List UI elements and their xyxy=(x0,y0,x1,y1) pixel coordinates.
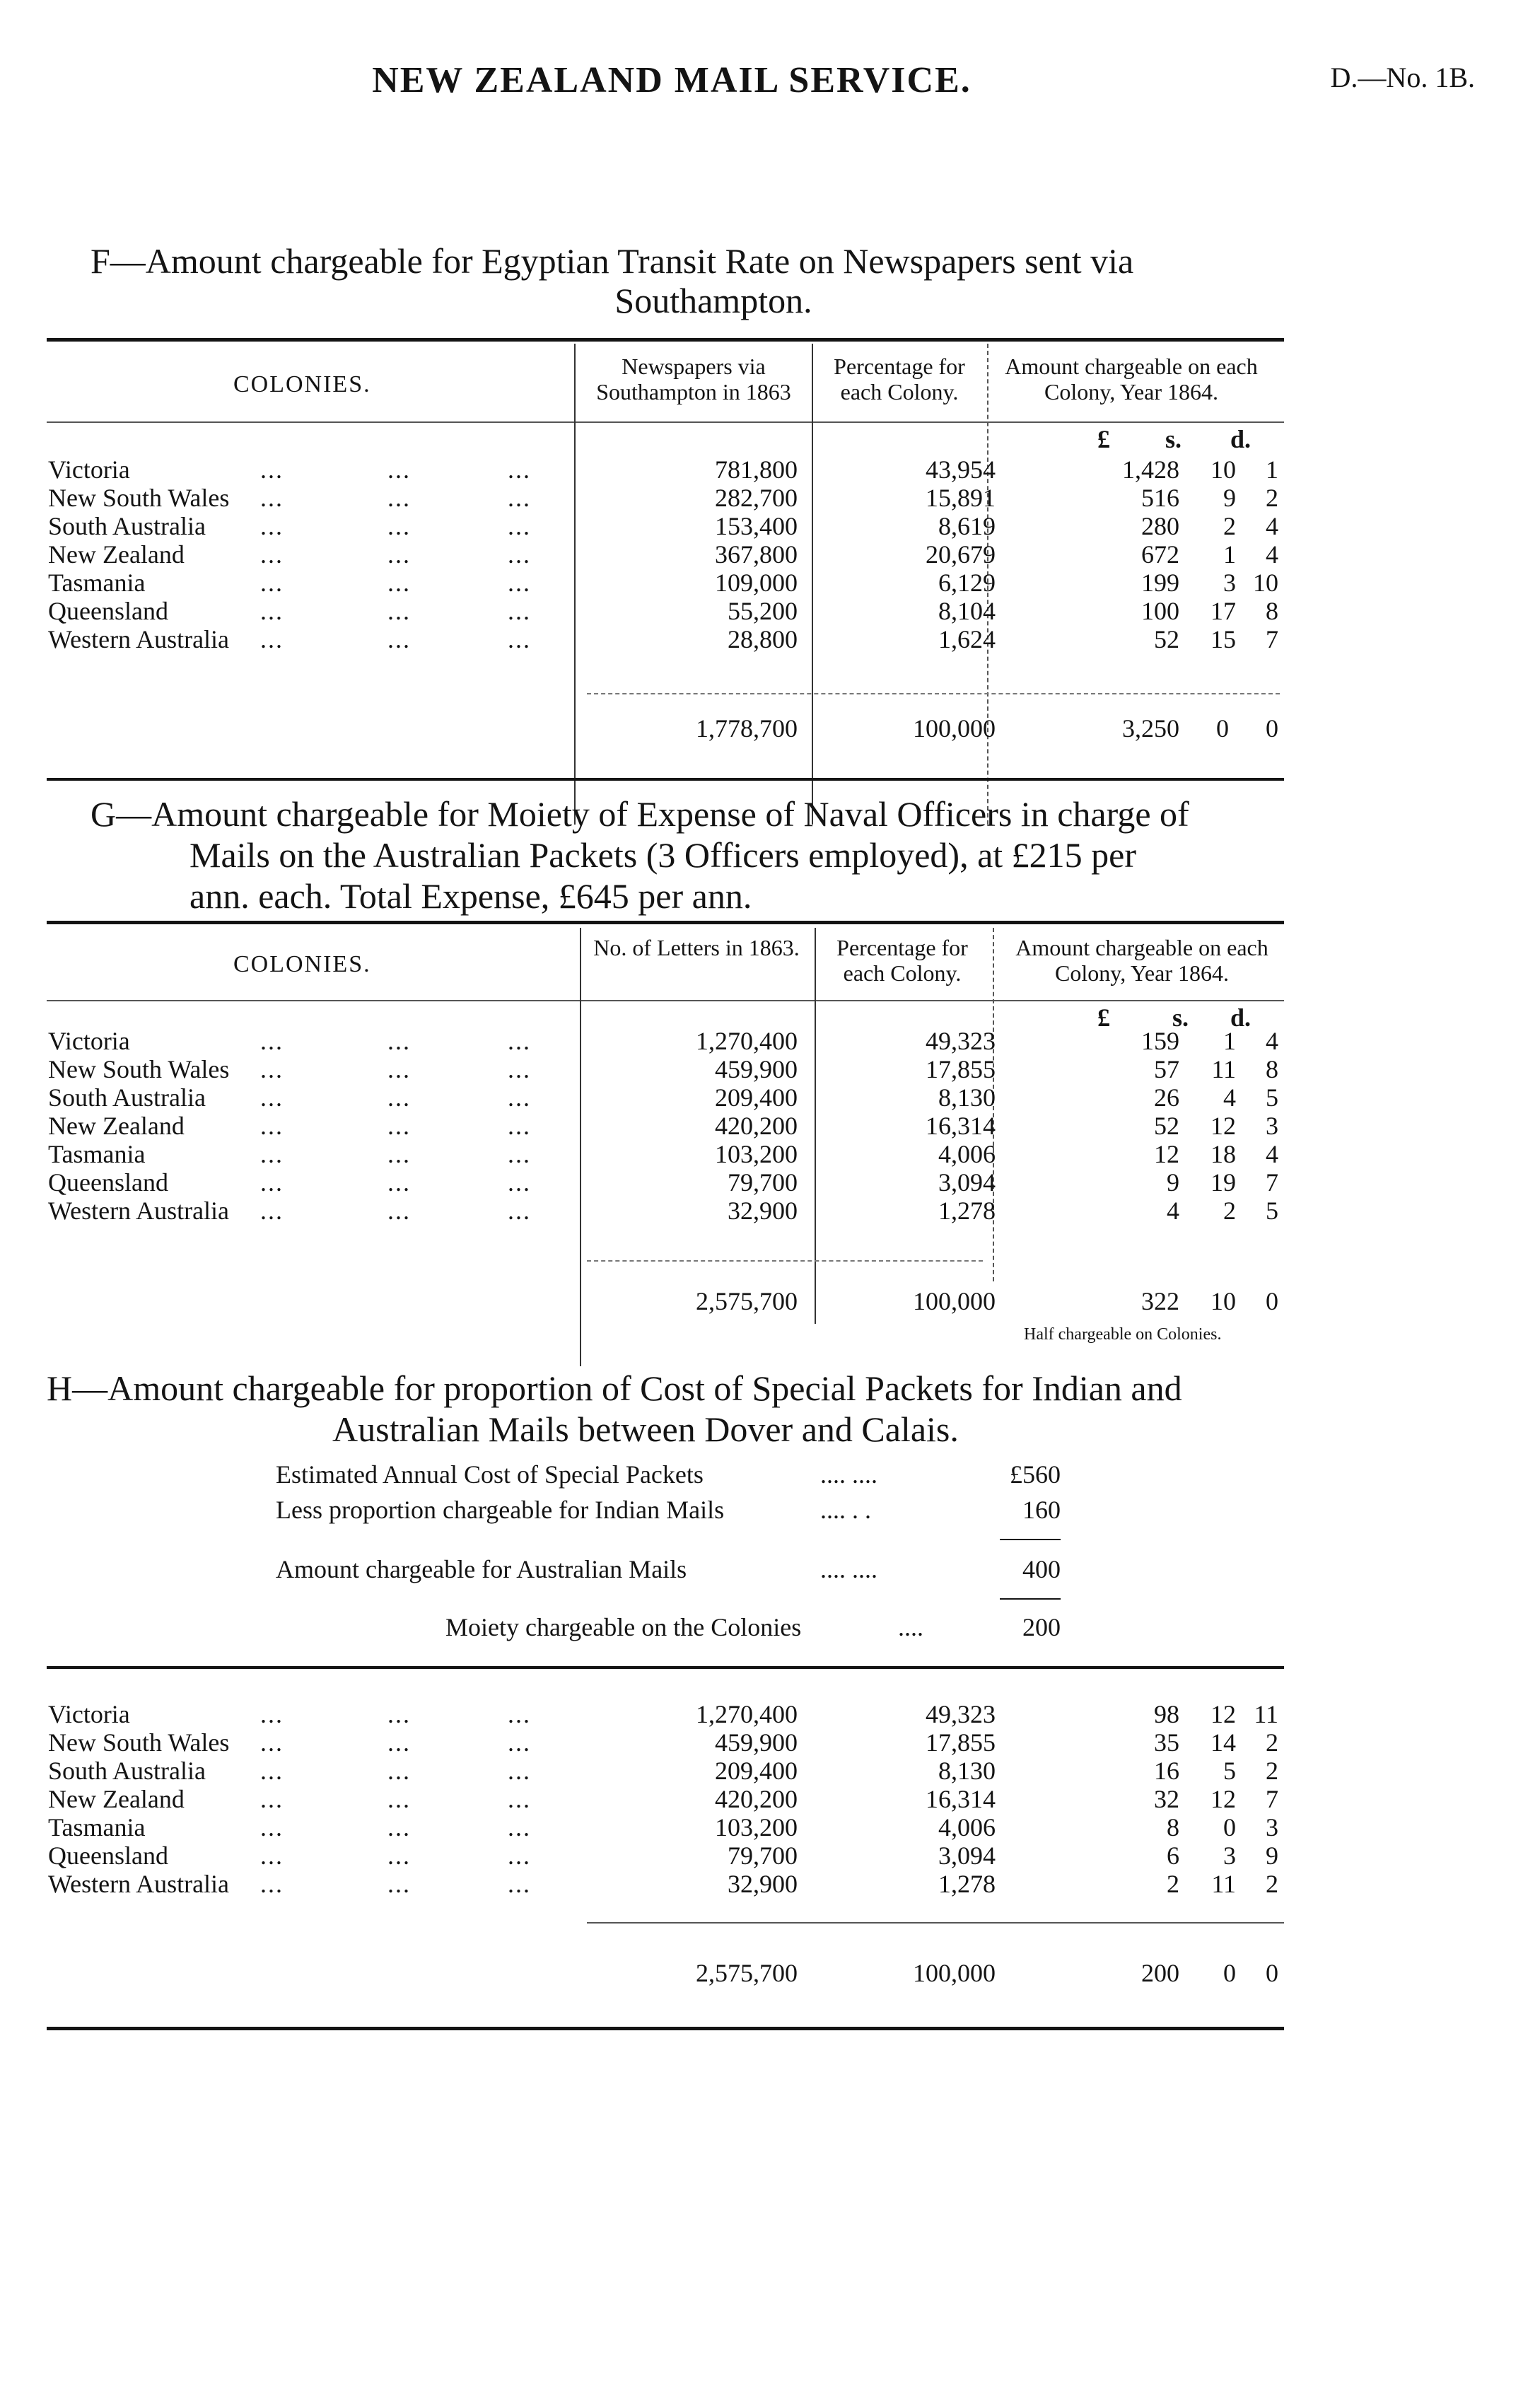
pence-cell: 7 xyxy=(1266,625,1278,653)
pounds-cell: 672 xyxy=(1141,540,1179,569)
pounds-cell: 35 xyxy=(1154,1728,1179,1757)
section-f-col-amount: Amount chargeable on each Colony, Year 1864. xyxy=(1005,354,1258,405)
percentage-cell: 16,314 xyxy=(926,1785,996,1813)
pence-cell: 9 xyxy=(1266,1841,1278,1870)
pounds-cell: 8 xyxy=(1167,1813,1179,1841)
pence-cell: 11 xyxy=(1254,1700,1278,1728)
pounds-cell: 52 xyxy=(1154,1112,1179,1140)
pounds-cell: 280 xyxy=(1141,512,1179,540)
leader-dots: ... xyxy=(260,597,284,625)
section-f-title-line2: Southampton. xyxy=(614,281,812,320)
table-row xyxy=(48,1140,1293,1168)
shillings-cell: 2 xyxy=(1223,1197,1236,1225)
percentage-cell: 16,314 xyxy=(926,1112,996,1140)
total-count: 2,575,700 xyxy=(696,1287,798,1315)
leader-dots: ... xyxy=(260,1083,284,1112)
leader-dots: ... xyxy=(508,1870,531,1898)
pounds-cell: 32 xyxy=(1154,1785,1179,1813)
cost-line-less-indian: Less proportion chargeable for Indian Mails .... . . xyxy=(276,1496,871,1524)
leader-dots: ... xyxy=(508,1841,531,1870)
pounds-cell: 26 xyxy=(1154,1083,1179,1112)
table-row xyxy=(48,455,1293,484)
leader-dots: ... xyxy=(387,625,411,653)
leader-dots: ... xyxy=(260,455,284,484)
shilling-unit: s. xyxy=(1165,425,1182,453)
leader-dots: ... xyxy=(387,1197,411,1225)
pounds-cell: 1,428 xyxy=(1122,455,1179,484)
table-row xyxy=(48,1112,1293,1140)
leader-dots: ... xyxy=(260,540,284,569)
colony-name: New South Wales xyxy=(48,1728,230,1757)
shillings-cell: 12 xyxy=(1211,1112,1236,1140)
count-cell: 79,700 xyxy=(728,1841,798,1870)
leader-dots: ... xyxy=(508,540,531,569)
table-row xyxy=(48,512,1293,540)
count-cell: 32,900 xyxy=(728,1870,798,1898)
document-reference: D.—No. 1B. xyxy=(1330,62,1475,93)
percentage-cell: 8,130 xyxy=(938,1757,996,1785)
pounds-cell: 52 xyxy=(1154,625,1179,653)
pence-cell: 8 xyxy=(1266,1055,1278,1083)
leader-dots: ... xyxy=(260,484,284,512)
leader-dots: ... xyxy=(508,1027,531,1055)
leader-dots: ... xyxy=(387,1785,411,1813)
total-pence: 0 xyxy=(1266,1287,1278,1315)
leader-dots: ... xyxy=(508,1112,531,1140)
count-cell: 420,200 xyxy=(715,1785,798,1813)
shillings-cell: 3 xyxy=(1223,569,1236,597)
total-shillings: 10 xyxy=(1211,1287,1236,1315)
count-cell: 109,000 xyxy=(715,569,798,597)
table-row xyxy=(48,540,1293,569)
pence-cell: 3 xyxy=(1266,1813,1278,1841)
percentage-cell: 17,855 xyxy=(926,1728,996,1757)
total-pounds: 200 xyxy=(1141,1959,1179,1987)
pounds-cell: 2 xyxy=(1167,1870,1179,1898)
total-pence: 0 xyxy=(1266,714,1278,743)
section-f-col-colonies: COLONIES. xyxy=(233,371,371,397)
section-f-col-percentage: Percentage for each Colony. xyxy=(834,354,965,405)
leader-dots: ... xyxy=(260,1813,284,1841)
leader-dots: ... xyxy=(260,1728,284,1757)
leader-dots: ... xyxy=(387,1168,411,1197)
count-cell: 28,800 xyxy=(728,625,798,653)
section-f-col-newspapers: Newspapers via Southampton in 1863 xyxy=(596,354,791,405)
section-f-total-rule xyxy=(587,693,1280,694)
total-pounds: 3,250 xyxy=(1122,714,1179,743)
pence-unit: d. xyxy=(1230,1003,1252,1032)
leader-dots: ... xyxy=(508,625,531,653)
percentage-cell: 4,006 xyxy=(938,1813,996,1841)
leader-dots: ... xyxy=(508,484,531,512)
section-g-title-line2: Mails on the Australian Packets (3 Officers employed), at £215 per xyxy=(189,835,1137,875)
pound-unit: £ xyxy=(1097,425,1110,453)
shillings-cell: 3 xyxy=(1223,1841,1236,1870)
leader-dots: ... xyxy=(260,1027,284,1055)
pound-unit: £ xyxy=(1097,1003,1110,1032)
shillings-cell: 1 xyxy=(1223,540,1236,569)
pounds-cell: 6 xyxy=(1167,1841,1179,1870)
section-g-top-rule xyxy=(47,921,1284,924)
leader-dots: ... xyxy=(260,1785,284,1813)
pence-cell: 10 xyxy=(1253,569,1278,597)
leader-dots: ... xyxy=(260,1870,284,1898)
cost-line-estimated: Estimated Annual Cost of Special Packets .... .... xyxy=(276,1460,877,1489)
percentage-cell: 8,619 xyxy=(938,512,996,540)
shillings-cell: 2 xyxy=(1223,512,1236,540)
count-cell: 1,270,400 xyxy=(696,1027,798,1055)
table-row xyxy=(48,1785,1293,1813)
pence-cell: 2 xyxy=(1266,484,1278,512)
pounds-cell: 4 xyxy=(1167,1197,1179,1225)
section-h-bottom-rule xyxy=(47,2027,1284,2030)
percentage-cell: 49,323 xyxy=(926,1027,996,1055)
percentage-cell: 49,323 xyxy=(926,1700,996,1728)
colony-name: Queensland xyxy=(48,1168,168,1197)
count-cell: 459,900 xyxy=(715,1728,798,1757)
leader-dots: ... xyxy=(387,540,411,569)
section-g-header-rule xyxy=(47,1000,1284,1001)
colony-name: Western Australia xyxy=(48,1197,230,1225)
half-chargeable-note: Half chargeable on Colonies. xyxy=(1024,1325,1222,1344)
count-cell: 1,270,400 xyxy=(696,1700,798,1728)
cost-subtotal-rule xyxy=(1000,1539,1061,1540)
count-cell: 32,900 xyxy=(728,1197,798,1225)
colony-name: New Zealand xyxy=(48,1112,185,1140)
cost-value-estimated: £560 xyxy=(1010,1460,1061,1489)
pounds-cell: 9 xyxy=(1167,1168,1179,1197)
percentage-cell: 1,278 xyxy=(938,1197,996,1225)
section-h-title-line1: H—Amount chargeable for proportion of Cost of Special Packets for Indian and xyxy=(47,1368,1182,1408)
leader-dots: ... xyxy=(387,512,411,540)
pence-cell: 5 xyxy=(1266,1083,1278,1112)
colony-name: Victoria xyxy=(48,1700,130,1728)
count-cell: 282,700 xyxy=(715,484,798,512)
table-row xyxy=(48,1197,1293,1225)
pounds-cell: 100 xyxy=(1141,597,1179,625)
total-shillings: 0 xyxy=(1223,1959,1236,1987)
count-cell: 209,400 xyxy=(715,1757,798,1785)
section-g-title-line1: G—Amount chargeable for Moiety of Expense of Naval Officers in charge of xyxy=(91,794,1189,834)
colony-name: New Zealand xyxy=(48,540,185,569)
shillings-cell: 1 xyxy=(1223,1027,1236,1055)
leader-dots: ... xyxy=(260,1140,284,1168)
cost-value-less-indian: 160 xyxy=(1022,1496,1061,1524)
shilling-unit: s. xyxy=(1172,1003,1189,1032)
colony-name: Queensland xyxy=(48,597,168,625)
count-cell: 153,400 xyxy=(715,512,798,540)
shillings-cell: 10 xyxy=(1211,455,1236,484)
percentage-cell: 20,679 xyxy=(926,540,996,569)
table-row xyxy=(48,1168,1293,1197)
pence-cell: 2 xyxy=(1266,1870,1278,1898)
pence-cell: 4 xyxy=(1266,1140,1278,1168)
leader-dots: ... xyxy=(508,1055,531,1083)
count-cell: 103,200 xyxy=(715,1813,798,1841)
percentage-cell: 3,094 xyxy=(938,1841,996,1870)
pence-cell: 3 xyxy=(1266,1112,1278,1140)
leader-dots: ... xyxy=(387,1870,411,1898)
colony-name: Victoria xyxy=(48,1027,130,1055)
page-title: NEW ZEALAND MAIL SERVICE. xyxy=(372,60,972,100)
shillings-cell: 5 xyxy=(1223,1757,1236,1785)
shillings-cell: 17 xyxy=(1211,597,1236,625)
pence-cell: 2 xyxy=(1266,1728,1278,1757)
leader-dots: ... xyxy=(387,1700,411,1728)
pounds-cell: 16 xyxy=(1154,1757,1179,1785)
pence-unit: d. xyxy=(1230,425,1252,453)
leader-dots: ... xyxy=(260,569,284,597)
leader-dots: ... xyxy=(387,1083,411,1112)
section-h-total-row xyxy=(48,1959,1293,1987)
leader-dots: ... xyxy=(260,1168,284,1197)
shillings-cell: 18 xyxy=(1211,1140,1236,1168)
total-count: 1,778,700 xyxy=(696,714,798,743)
percentage-cell: 4,006 xyxy=(938,1140,996,1168)
pence-cell: 2 xyxy=(1266,1757,1278,1785)
leader-dots: ... xyxy=(508,1083,531,1112)
section-g-col-percentage: Percentage for each Colony. xyxy=(836,935,968,986)
pence-cell: 7 xyxy=(1266,1785,1278,1813)
section-g-total-rule xyxy=(587,1260,983,1262)
leader-dots: ... xyxy=(260,1700,284,1728)
table-row xyxy=(48,1055,1293,1083)
cost-moiety-rule xyxy=(1000,1598,1061,1600)
section-f-top-rule xyxy=(47,338,1284,342)
leader-dots: ... xyxy=(508,1168,531,1197)
table-row xyxy=(48,625,1293,653)
shillings-cell: 15 xyxy=(1211,625,1236,653)
percentage-cell: 15,891 xyxy=(926,484,996,512)
colony-name: New South Wales xyxy=(48,484,230,512)
leader-dots: ... xyxy=(387,1757,411,1785)
pounds-cell: 159 xyxy=(1141,1027,1179,1055)
shillings-cell: 9 xyxy=(1223,484,1236,512)
percentage-cell: 6,129 xyxy=(938,569,996,597)
table-row xyxy=(48,1700,1293,1728)
count-cell: 79,700 xyxy=(728,1168,798,1197)
shillings-cell: 19 xyxy=(1211,1168,1236,1197)
leader-dots: ... xyxy=(508,569,531,597)
pounds-cell: 57 xyxy=(1154,1055,1179,1083)
leader-dots: ... xyxy=(260,512,284,540)
count-cell: 781,800 xyxy=(715,455,798,484)
percentage-cell: 3,094 xyxy=(938,1168,996,1197)
shillings-cell: 12 xyxy=(1211,1700,1236,1728)
table-row xyxy=(48,1813,1293,1841)
table-row xyxy=(48,597,1293,625)
leader-dots: ... xyxy=(508,1728,531,1757)
section-f-bottom-rule xyxy=(47,778,1284,781)
leader-dots: ... xyxy=(387,484,411,512)
colony-name: Queensland xyxy=(48,1841,168,1870)
section-g-total-row xyxy=(48,1287,1293,1315)
shillings-cell: 14 xyxy=(1211,1728,1236,1757)
total-percentage: 100,000 xyxy=(913,1287,996,1315)
leader-dots: ... xyxy=(387,1728,411,1757)
pence-cell: 7 xyxy=(1266,1168,1278,1197)
colony-name: Victoria xyxy=(48,455,130,484)
pence-cell: 4 xyxy=(1266,1027,1278,1055)
percentage-cell: 1,624 xyxy=(938,625,996,653)
count-cell: 103,200 xyxy=(715,1140,798,1168)
leader-dots: ... xyxy=(508,1140,531,1168)
section-h-total-rule xyxy=(587,1922,1284,1924)
table-row xyxy=(48,1870,1293,1898)
leader-dots: ... xyxy=(387,1841,411,1870)
percentage-cell: 8,130 xyxy=(938,1083,996,1112)
table-row xyxy=(48,484,1293,512)
shillings-cell: 4 xyxy=(1223,1083,1236,1112)
leader-dots: ... xyxy=(260,1055,284,1083)
leader-dots: ... xyxy=(387,455,411,484)
total-shillings: 0 xyxy=(1216,714,1229,743)
count-cell: 459,900 xyxy=(715,1055,798,1083)
percentage-cell: 43,954 xyxy=(926,455,996,484)
pence-cell: 1 xyxy=(1266,455,1278,484)
leader-dots: ... xyxy=(508,512,531,540)
pounds-cell: 199 xyxy=(1141,569,1179,597)
percentage-cell: 17,855 xyxy=(926,1055,996,1083)
leader-dots: ... xyxy=(508,1813,531,1841)
leader-dots: ... xyxy=(387,597,411,625)
count-cell: 367,800 xyxy=(715,540,798,569)
shillings-cell: 12 xyxy=(1211,1785,1236,1813)
colony-name: Tasmania xyxy=(48,569,146,597)
section-g-col-colonies: COLONIES. xyxy=(233,951,371,977)
count-cell: 55,200 xyxy=(728,597,798,625)
percentage-cell: 8,104 xyxy=(938,597,996,625)
leader-dots: ... xyxy=(387,1112,411,1140)
leader-dots: ... xyxy=(260,1757,284,1785)
leader-dots: ... xyxy=(387,1140,411,1168)
section-g-title-line3: ann. each. Total Expense, £645 per ann. xyxy=(189,876,752,916)
section-f-total-row xyxy=(48,714,1293,743)
leader-dots: ... xyxy=(260,625,284,653)
leader-dots: ... xyxy=(260,1112,284,1140)
leader-dots: ... xyxy=(508,1197,531,1225)
leader-dots: ... xyxy=(260,1841,284,1870)
leader-dots: ... xyxy=(387,1813,411,1841)
cost-line-australian: Amount chargeable for Australian Mails .... .... xyxy=(276,1555,877,1583)
table-row xyxy=(48,1083,1293,1112)
section-f-title-line1: F—Amount chargeable for Egyptian Transit Rate on Newspapers sent via xyxy=(91,241,1134,281)
colony-name: South Australia xyxy=(48,1757,206,1785)
shillings-cell: 0 xyxy=(1223,1813,1236,1841)
table-row xyxy=(48,1841,1293,1870)
colony-name: New South Wales xyxy=(48,1055,230,1083)
total-percentage: 100,000 xyxy=(913,714,996,743)
leader-dots: ... xyxy=(387,1027,411,1055)
table-row xyxy=(48,1728,1293,1757)
total-count: 2,575,700 xyxy=(696,1959,798,1987)
colony-name: Western Australia xyxy=(48,625,230,653)
count-cell: 209,400 xyxy=(715,1083,798,1112)
leader-dots: ... xyxy=(508,1785,531,1813)
cost-value-moiety: 200 xyxy=(1022,1613,1061,1641)
section-f-header-rule xyxy=(47,421,1284,423)
shillings-cell: 11 xyxy=(1211,1055,1236,1083)
colony-name: South Australia xyxy=(48,512,206,540)
section-g-col-letters: No. of Letters in 1863. xyxy=(593,935,800,960)
pounds-cell: 12 xyxy=(1154,1140,1179,1168)
leader-dots: ... xyxy=(508,455,531,484)
pounds-cell: 516 xyxy=(1141,484,1179,512)
leader-dots: ... xyxy=(387,569,411,597)
total-pounds: 322 xyxy=(1141,1287,1179,1315)
cost-line-moiety: Moiety chargeable on the Colonies .... xyxy=(445,1613,923,1641)
percentage-cell: 1,278 xyxy=(938,1870,996,1898)
leader-dots: ... xyxy=(508,1757,531,1785)
shillings-cell: 11 xyxy=(1211,1870,1236,1898)
section-h-title-line2: Australian Mails between Dover and Calais. xyxy=(332,1409,959,1449)
section-h-top-rule xyxy=(47,1666,1284,1669)
total-pence: 0 xyxy=(1266,1959,1278,1987)
colony-name: South Australia xyxy=(48,1083,206,1112)
colony-name: Tasmania xyxy=(48,1813,146,1841)
pence-cell: 4 xyxy=(1266,540,1278,569)
leader-dots: ... xyxy=(260,1197,284,1225)
leader-dots: ... xyxy=(387,1055,411,1083)
cost-value-australian: 400 xyxy=(1022,1555,1061,1583)
leader-dots: ... xyxy=(508,1700,531,1728)
colony-name: Tasmania xyxy=(48,1140,146,1168)
table-row xyxy=(48,1027,1293,1055)
table-row xyxy=(48,1757,1293,1785)
total-percentage: 100,000 xyxy=(913,1959,996,1987)
count-cell: 420,200 xyxy=(715,1112,798,1140)
pence-cell: 5 xyxy=(1266,1197,1278,1225)
table-row xyxy=(48,569,1293,597)
pounds-cell: 98 xyxy=(1154,1700,1179,1728)
leader-dots: ... xyxy=(508,597,531,625)
pence-cell: 4 xyxy=(1266,512,1278,540)
colony-name: Western Australia xyxy=(48,1870,230,1898)
pence-cell: 8 xyxy=(1266,597,1278,625)
colony-name: New Zealand xyxy=(48,1785,185,1813)
section-g-col-amount: Amount chargeable on each Colony, Year 1864. xyxy=(1015,935,1268,986)
